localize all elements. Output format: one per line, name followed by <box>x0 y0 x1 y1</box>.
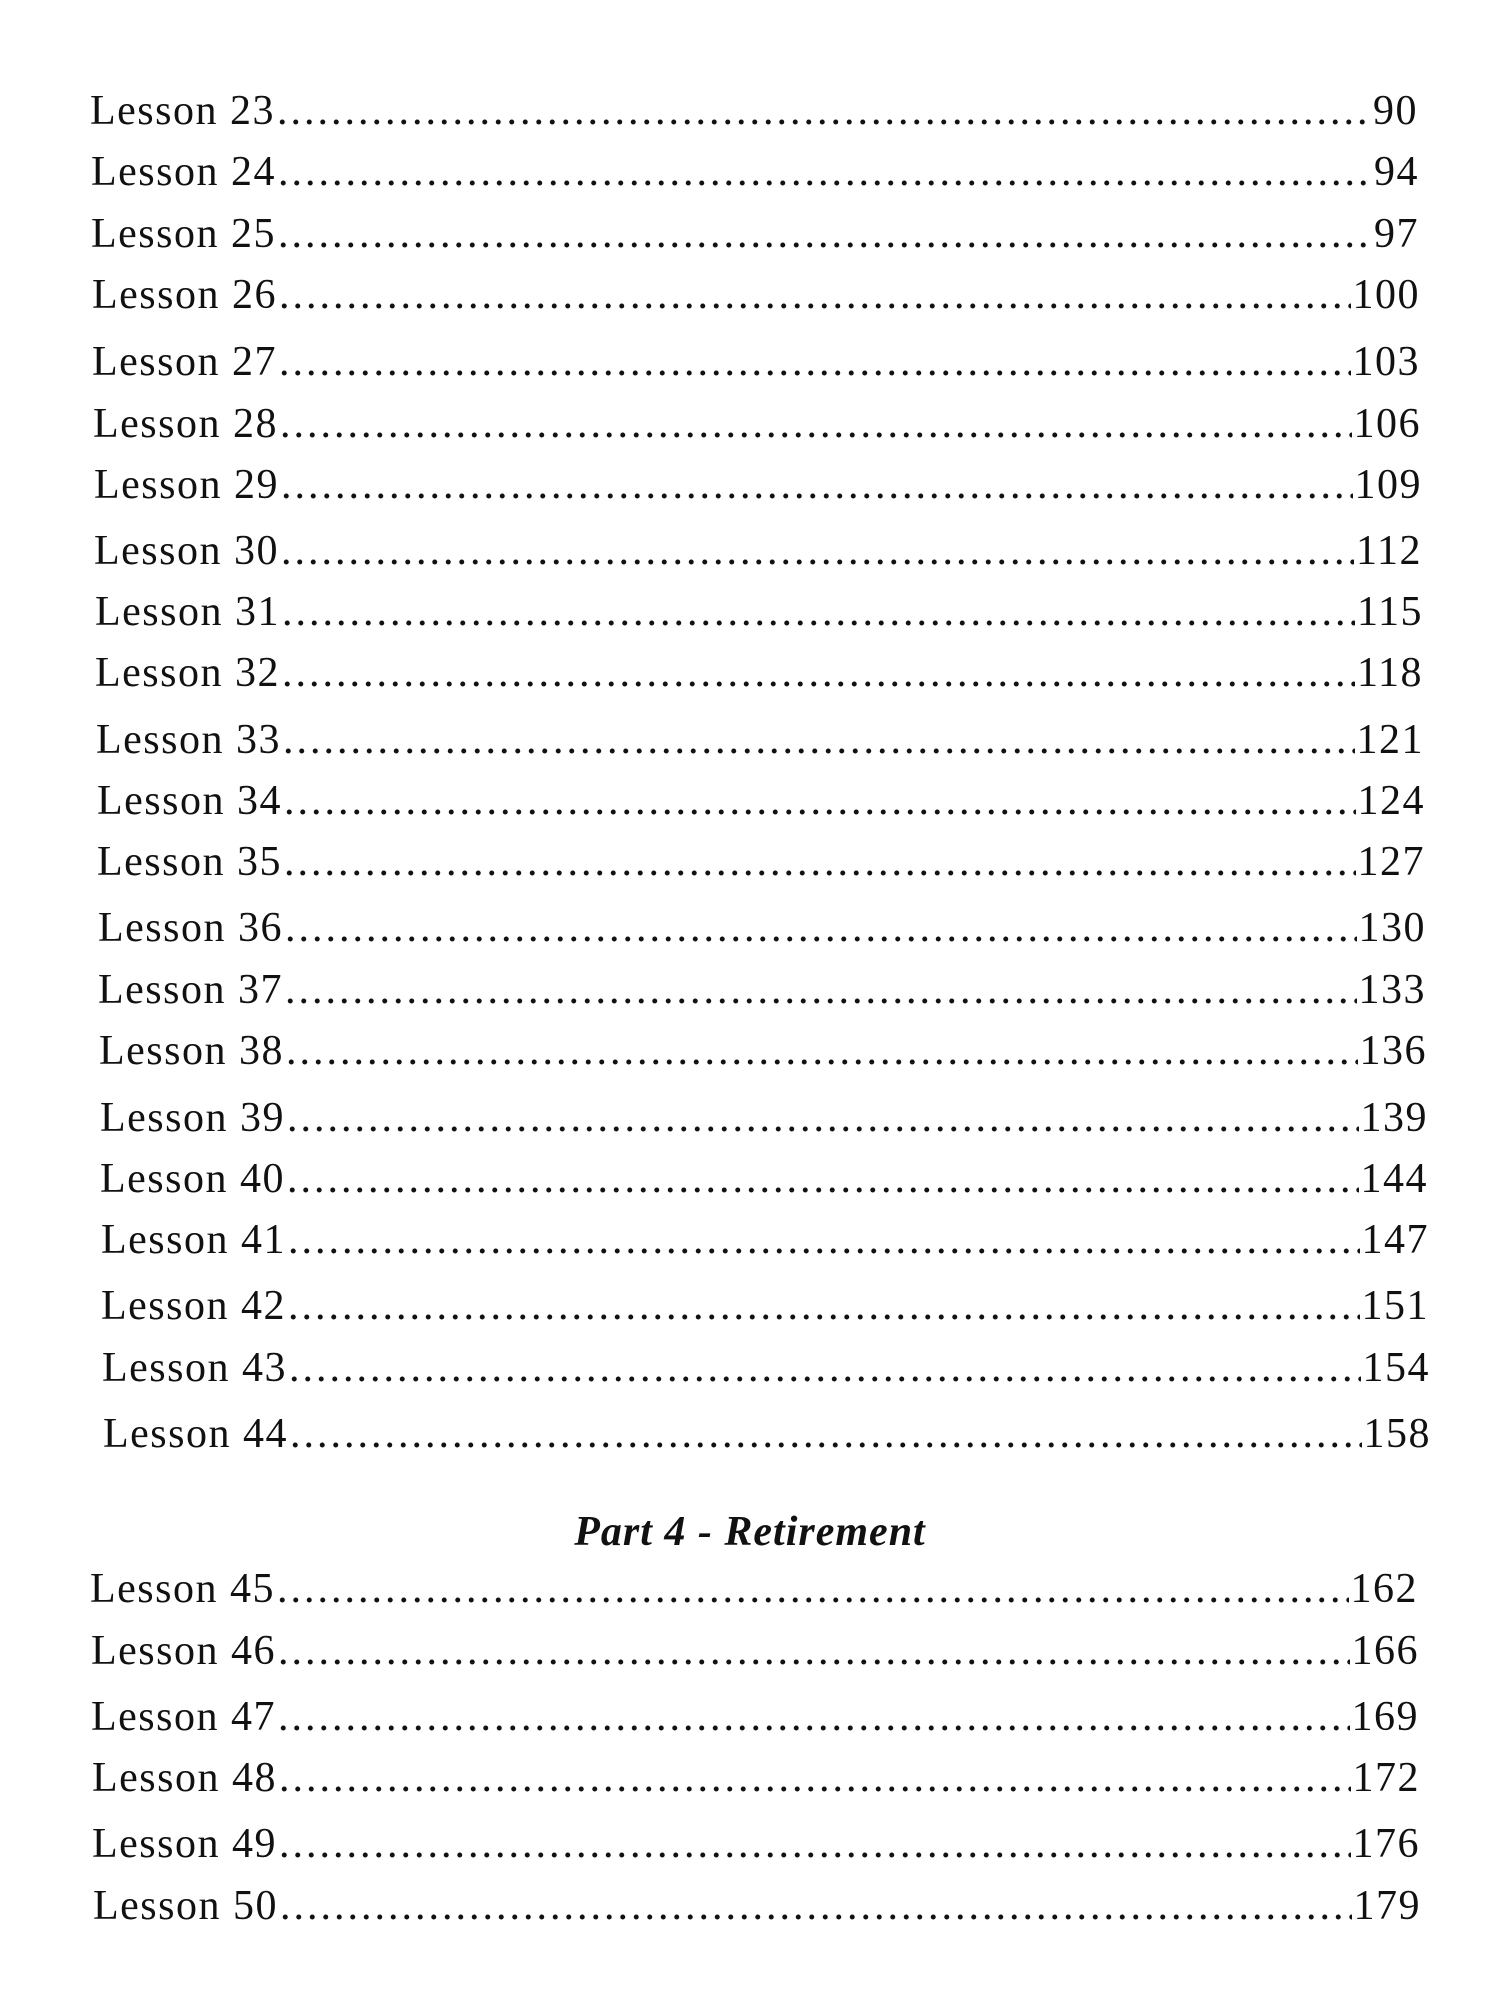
section-heading-part-4: Part 4 - Retirement <box>574 1509 926 1555</box>
toc-entry-page-number: 147 <box>1361 1217 1429 1263</box>
dot-leader <box>278 1630 1350 1672</box>
toc-entry-label: Lesson 46 <box>91 1628 276 1674</box>
toc-entry <box>93 1877 1421 1927</box>
toc-entry <box>91 1622 1419 1672</box>
toc-entry-page-number: 154 <box>1362 1345 1430 1391</box>
toc-entry <box>101 1277 1429 1327</box>
toc-entry <box>103 1405 1431 1455</box>
toc-entry-label: Lesson 28 <box>93 401 278 447</box>
toc-entry-page-number: 158 <box>1363 1411 1431 1457</box>
dot-leader <box>284 841 1356 883</box>
toc-entry-label: Lesson 32 <box>95 650 280 696</box>
toc-entry <box>99 1022 1427 1072</box>
toc-entry-page-number: 162 <box>1350 1566 1418 1612</box>
dot-leader <box>288 1285 1360 1327</box>
toc-entry-label: Lesson 25 <box>91 211 276 257</box>
toc-entry-label: Lesson 29 <box>94 462 279 508</box>
toc-entry-page-number: 97 <box>1374 211 1419 257</box>
toc-entry-label: Lesson 44 <box>103 1411 288 1457</box>
toc-entry <box>92 1749 1420 1799</box>
toc-entry-page-number: 130 <box>1358 905 1426 951</box>
toc-entry-label: Lesson 37 <box>98 967 283 1013</box>
dot-leader <box>279 341 1351 383</box>
dot-leader <box>279 1823 1351 1865</box>
toc-entry-page-number: 136 <box>1359 1028 1427 1074</box>
toc-entry-page-number: 121 <box>1356 717 1424 763</box>
toc-entry-page-number: 109 <box>1354 462 1422 508</box>
dot-leader <box>288 1219 1360 1261</box>
toc-entry-page-number: 103 <box>1352 339 1420 385</box>
toc-entry <box>94 456 1422 506</box>
toc-entry <box>90 1560 1418 1610</box>
toc-entry-label: Lesson 34 <box>97 778 282 824</box>
dot-leader <box>285 969 1357 1011</box>
dot-leader <box>277 90 1371 132</box>
toc-entry <box>102 1339 1430 1389</box>
toc-entry <box>97 772 1425 822</box>
toc-entry-page-number: 112 <box>1356 528 1422 574</box>
dot-leader <box>281 464 1353 506</box>
toc-entry-page-number: 172 <box>1352 1755 1420 1801</box>
toc-entry <box>100 1089 1428 1139</box>
toc-entry-page-number: 166 <box>1351 1628 1419 1674</box>
toc-entry <box>96 711 1424 761</box>
dot-leader <box>290 1413 1362 1455</box>
dot-leader <box>282 652 1355 694</box>
dot-leader <box>278 1696 1350 1738</box>
toc-entry <box>95 644 1423 694</box>
toc-entry-page-number: 90 <box>1373 88 1418 134</box>
dot-leader <box>279 274 1351 316</box>
toc-entry <box>92 1815 1420 1865</box>
dot-leader <box>284 780 1356 822</box>
toc-entry-page-number: 151 <box>1361 1283 1429 1329</box>
toc-entry-label: Lesson 35 <box>97 839 282 885</box>
dot-leader <box>280 1885 1352 1927</box>
toc-entry-label: Lesson 42 <box>101 1283 286 1329</box>
toc-entry-page-number: 118 <box>1357 650 1423 696</box>
toc-entry-label: Lesson 26 <box>92 272 277 318</box>
toc-entry <box>91 205 1419 255</box>
toc-entry-label: Lesson 49 <box>92 1821 277 1867</box>
toc-entry-label: Lesson 43 <box>102 1345 287 1391</box>
toc-entry-label: Lesson 41 <box>101 1217 286 1263</box>
toc-entry-label: Lesson 45 <box>90 1566 275 1612</box>
toc-entry <box>98 961 1426 1011</box>
toc-entry-page-number: 144 <box>1360 1156 1428 1202</box>
toc-entry <box>95 583 1423 633</box>
toc-entry-label: Lesson 33 <box>96 717 281 763</box>
toc-entry-label: Lesson 30 <box>94 528 279 574</box>
toc-entry <box>98 899 1426 949</box>
toc-entry-page-number: 133 <box>1358 967 1426 1013</box>
toc-entry-page-number: 169 <box>1351 1694 1419 1740</box>
toc-entry-label: Lesson 38 <box>99 1028 284 1074</box>
dot-leader <box>278 213 1372 255</box>
dot-leader <box>289 1347 1361 1389</box>
toc-entry <box>93 395 1421 445</box>
toc-entry <box>91 143 1419 193</box>
toc-entry <box>101 1211 1429 1261</box>
dot-leader <box>282 591 1355 633</box>
dot-leader <box>287 1158 1359 1200</box>
dot-leader <box>287 1097 1359 1139</box>
dot-leader <box>285 907 1357 949</box>
toc-entry-page-number: 115 <box>1357 589 1423 635</box>
toc-entry <box>97 833 1425 883</box>
dot-leader <box>277 1568 1349 1610</box>
toc-entry-label: Lesson 47 <box>91 1694 276 1740</box>
toc-entry-label: Lesson 36 <box>98 905 283 951</box>
toc-entry-page-number: 179 <box>1353 1883 1421 1929</box>
toc-entry-label: Lesson 23 <box>90 88 275 134</box>
toc-entry-label: Lesson 24 <box>91 149 276 195</box>
toc-entry-page-number: 100 <box>1352 272 1420 318</box>
toc-entry <box>90 82 1418 132</box>
dot-leader <box>281 530 1354 572</box>
toc-entry-label: Lesson 39 <box>100 1095 285 1141</box>
toc-entry-label: Lesson 31 <box>95 589 280 635</box>
dot-leader <box>280 403 1352 445</box>
dot-leader <box>283 719 1355 761</box>
toc-entry-page-number: 176 <box>1352 1821 1420 1867</box>
toc-entry <box>91 1688 1419 1738</box>
toc-entry-page-number: 106 <box>1353 401 1421 447</box>
toc-entry <box>92 266 1420 316</box>
toc-entry <box>94 522 1422 572</box>
dot-leader <box>279 1757 1351 1799</box>
toc-entry-label: Lesson 50 <box>93 1883 278 1929</box>
toc-entry <box>92 333 1420 383</box>
toc-entry-label: Lesson 27 <box>92 339 277 385</box>
toc-entry-page-number: 139 <box>1360 1095 1428 1141</box>
toc-entry-label: Lesson 40 <box>100 1156 285 1202</box>
toc-entry-label: Lesson 48 <box>92 1755 277 1801</box>
toc-entry <box>100 1150 1428 1200</box>
toc-entry-page-number: 94 <box>1374 149 1419 195</box>
toc-entry-page-number: 127 <box>1357 839 1425 885</box>
dot-leader <box>278 151 1372 193</box>
toc-entry-page-number: 124 <box>1357 778 1425 824</box>
dot-leader <box>286 1030 1358 1072</box>
